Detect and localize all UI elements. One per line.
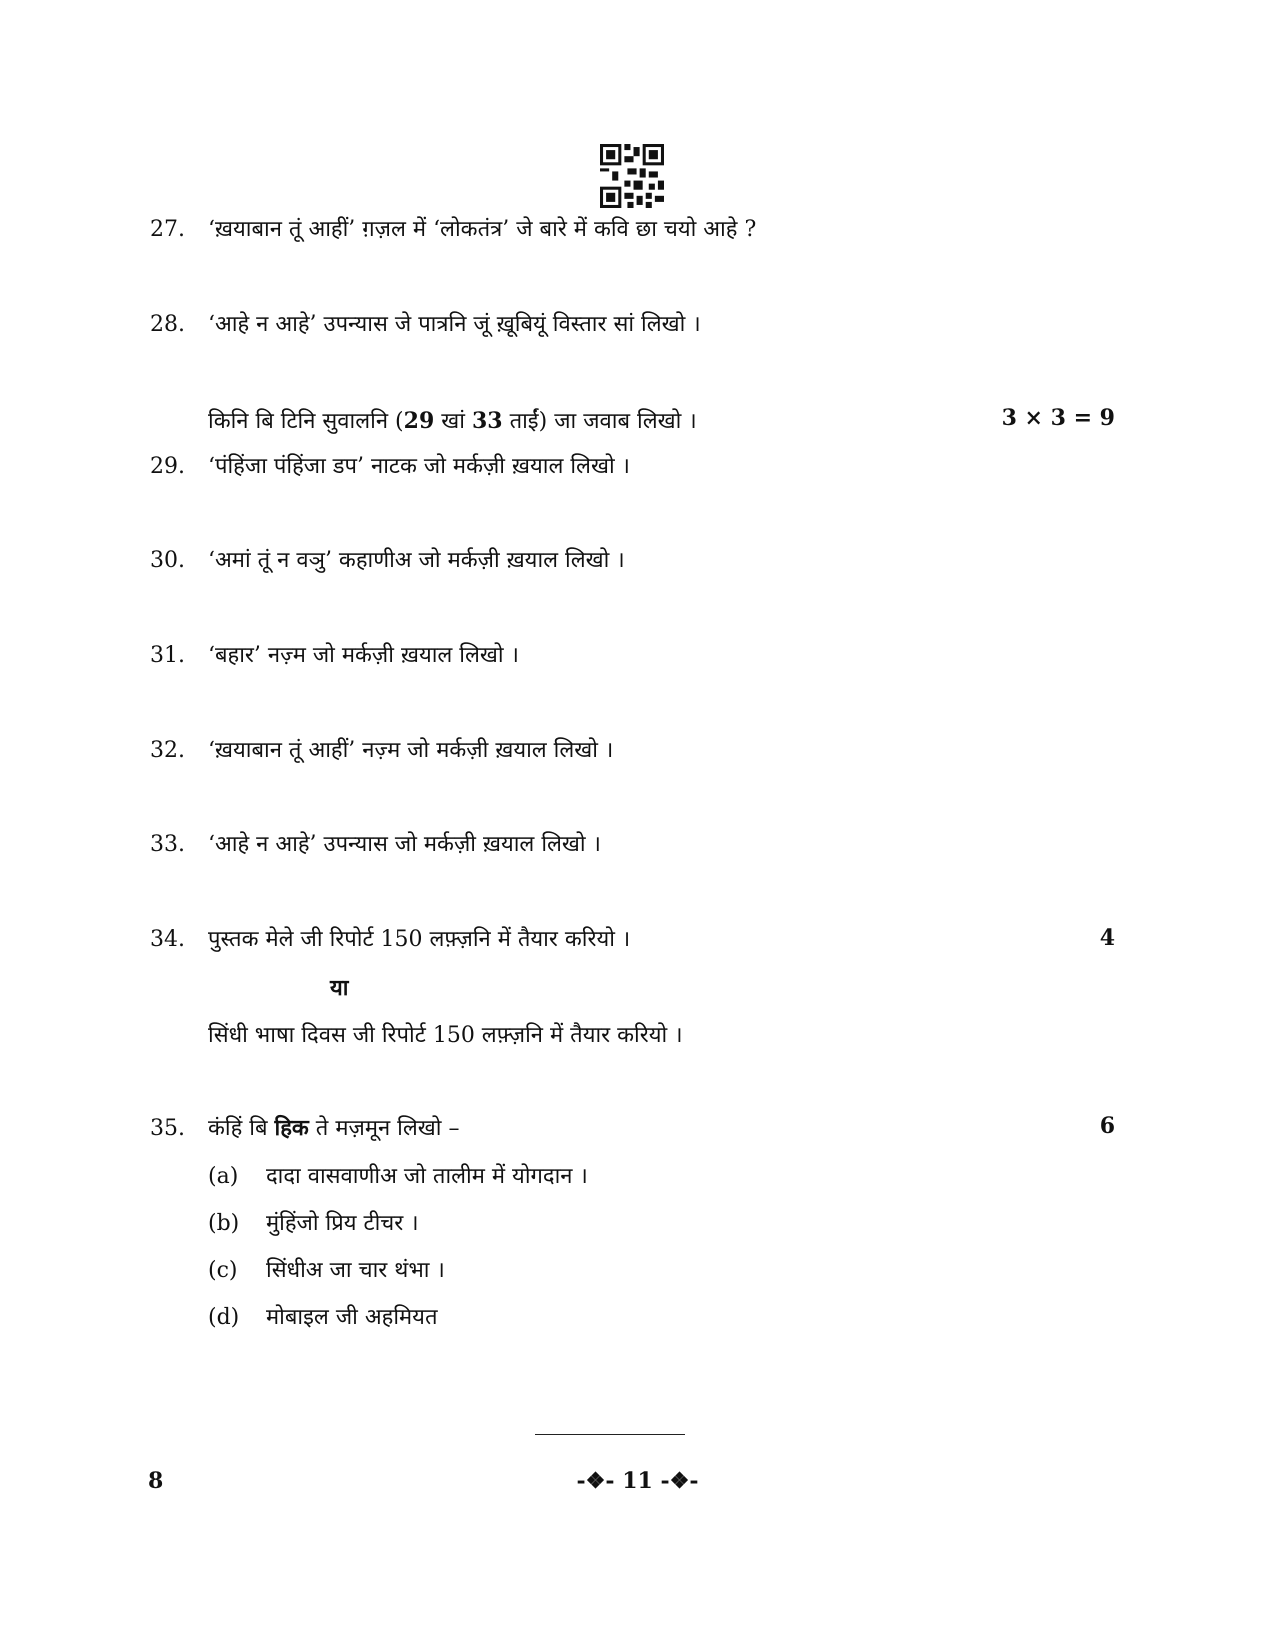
question-text: ‘आहे न आहे’ उपन्यास जो मर्कज़ी ख़याल लिखो ।: [208, 832, 601, 857]
question-text: ‘पंहिंजा पंहिंजा डप’ नाटक जो मर्कज़ी ख़याल लिखो ।: [208, 454, 630, 479]
option-label: (b): [208, 1211, 240, 1236]
page-number: 11: [622, 1468, 653, 1494]
question-text: पुस्तक मेले जी रिपोर्ट 150 लफ़्ज़नि में तैयार करियो ।: [208, 927, 631, 952]
question-number: 30.: [150, 548, 185, 573]
qr-code: [600, 144, 664, 208]
section-marks: 3 × 3 = 9: [1001, 405, 1115, 431]
option-label: (c): [208, 1258, 238, 1283]
question-32: [150, 736, 613, 766]
option-label: (d): [208, 1305, 240, 1330]
option-text: सिंधीअ जा चार थंभा ।: [266, 1258, 445, 1283]
question-33: [150, 830, 601, 860]
question-text: ‘ख़याबान तूं आहीं’ ग़ज़ल में ‘लोकतंत्र’ जे बारे में कवि छा चयो आहे ?: [208, 217, 757, 242]
option-text: मोबाइल जी अहमियत: [266, 1305, 438, 1330]
option-a: [208, 1160, 588, 1190]
question-27: [150, 215, 756, 245]
question-number: 33.: [150, 832, 185, 857]
question-30: [150, 546, 625, 576]
question-34: [150, 925, 630, 955]
question-28: [150, 310, 701, 340]
ornament-right-icon: -❖-: [660, 1468, 699, 1494]
or-label: या: [330, 975, 349, 1001]
option-text: दादा वासवाणीअ जो तालीम में योगदान ।: [266, 1164, 588, 1189]
option-label: (a): [208, 1164, 239, 1189]
question-35-marks: 6: [1099, 1113, 1115, 1139]
question-number: 35.: [150, 1116, 185, 1141]
question-35: 35. कंहिं बि हिक ते मज़मून लिखो –: [150, 1113, 459, 1144]
footer-left-number: 8: [148, 1468, 164, 1494]
question-34-marks: 4: [1099, 925, 1115, 951]
question-number: 34.: [150, 927, 185, 952]
question-number: 27.: [150, 217, 185, 242]
option-b: [208, 1207, 419, 1237]
question-number: 28.: [150, 312, 185, 337]
question-number: 31.: [150, 643, 185, 668]
question-number: 29.: [150, 454, 185, 479]
page-number-footer: [565, 1468, 710, 1494]
question-31: [150, 641, 519, 671]
question-text: ‘ख़याबान तूं आहीं’ नज़्म जो मर्कज़ी ख़याल लिखो ।: [208, 738, 614, 763]
question-34-alternative: सिंधी भाषा दिवस जी रिपोर्ट 150 लफ़्ज़नि में तैयार करियो ।: [208, 1023, 683, 1048]
option-c: [208, 1254, 445, 1284]
question-text: ‘अमां तूं न वञु’ कहाणीअ जो मर्कज़ी ख़याल लिखो ।: [208, 548, 625, 573]
question-text: ‘आहे न आहे’ उपन्यास जे पात्रनि जूं ख़ूबियूं विस्तार सां लिखो ।: [208, 312, 701, 337]
ornament-left-icon: -❖-: [576, 1468, 615, 1494]
question-29: [150, 452, 630, 482]
question-text: ‘बहार’ नज़्म जो मर्कज़ी ख़याल लिखो ।: [208, 643, 519, 668]
option-text: मुंहिंजो प्रिय टीचर ।: [266, 1211, 419, 1236]
end-rule: [535, 1434, 685, 1435]
option-d: [208, 1301, 438, 1331]
question-number: 32.: [150, 738, 185, 763]
section-instruction: किनि बि टिनि सुवालनि (29 खां 33 ताईं) जा जवाब लिखो ।: [208, 408, 697, 434]
